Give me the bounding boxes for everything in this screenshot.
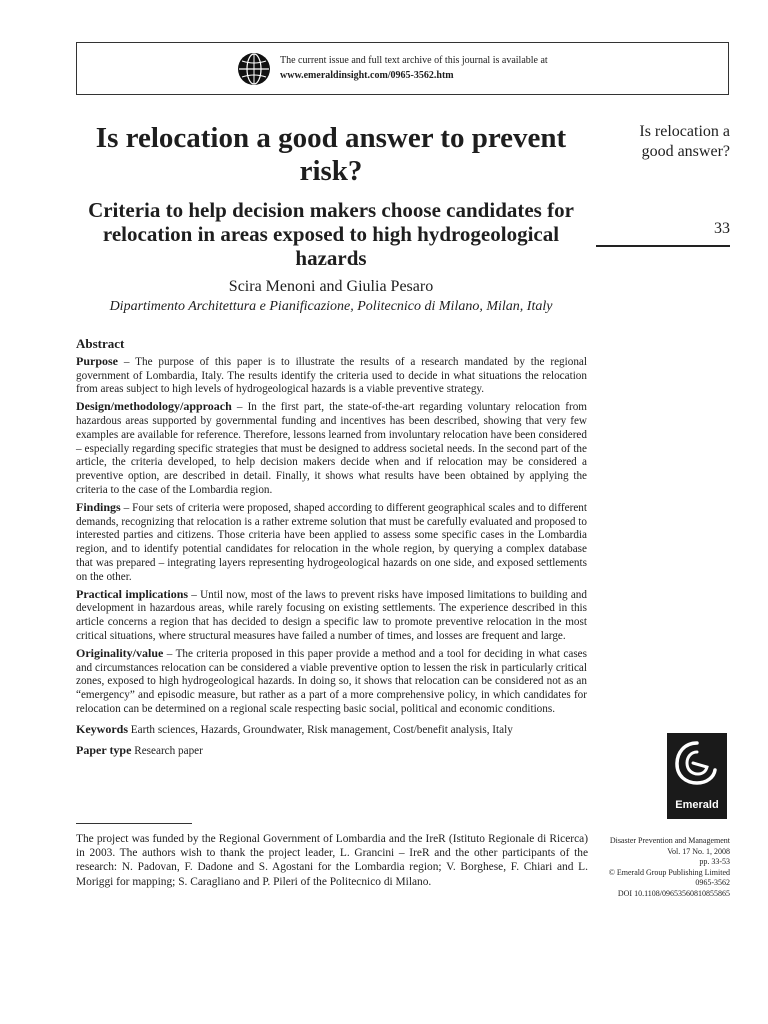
section-text: – Until now, most of the laws to prevent risks have imposed limitations to building and development in hazardous areas, while rarely focusing on existing settlements. The experience described in this article concerns a region that has decided to design a specific law to promote preventive relocation in the most critical situations, where structural measures have failed a number of times, and losses are frequent and large.: [76, 588, 587, 642]
journal-name: Disaster Prevention and Management: [609, 836, 730, 845]
authors: Scira Menoni and Giulia Pesaro: [228, 278, 434, 295]
journal-copyright: © Emerald Group Publishing Limited: [608, 867, 730, 877]
paper-subtitle: Criteria to help decision makers choose candidates for relocation in areas exposed to high hydrogeological hazards: [88, 198, 574, 270]
footnote: The project was funded by the Regional Government of Lombardia and the IreR (Istituto Regionale di Ricerca) in 2003. The authors wish to thank the project leader, L. Grancini – IreR and the other participants of the research: N. Padovan, F. Dadone and S. Agostani for the Lombardia region; V. Borghese, F. Chiari and L. Moriggi for mapping; S. Caragliano and P. Pileri of the Politecnico di Milano.: [76, 833, 588, 888]
logo-text: Emerald: [675, 799, 719, 811]
section-text: – In the first part, the state-of-the-art regarding voluntary relocation from hazardous areas supported by governmental funding and incentives has been described, showing that very few examples are available for reference. Therefore, lessons learned from involuntary relocation have been considered – especially regarding specific strategies that must be designed to address societal needs. In the second part of the article, the criteria developed, to help decision makers decide when and if relocation may be considered a preventive option, are described in detail. Finally, it shows what results have been obtained by applying the criteria to the case of the Lombardia region.: [76, 401, 587, 496]
running-title-line: good answer?: [641, 143, 730, 160]
footnote-rule: [76, 823, 192, 824]
keywords-label: Keywords: [76, 721, 128, 736]
emerald-swirl-icon: [667, 733, 727, 797]
abstract-heading: Abstract: [76, 336, 125, 351]
section-label: Findings: [76, 499, 121, 514]
affiliation: Dipartimento Architettura e Pianificazione, Politecnico di Milano, Milan, Italy: [109, 299, 553, 314]
running-title-line: Is relocation a: [639, 123, 730, 140]
journal-volume: Vol. 17 No. 1, 2008: [667, 846, 730, 856]
section-label: Originality/value: [76, 645, 164, 660]
journal-pages: pp. 33-53: [699, 857, 730, 867]
journal-notice-box: [76, 42, 729, 95]
paper-type-label: Paper type: [76, 742, 132, 757]
globe-icon: [237, 52, 271, 86]
section-text: – Four sets of criteria were proposed, shaped according to different geographical scales and to different demands, recognizing that relocation is a rather extreme solution that must be carefully evaluated and proposed to interested parties and citizens. Those criteria have been applied to assess some specific cases in the Lombardia region, and to identify potential candidates for relocation in the whole region, by querying a complex database that was prepared – integrating layers representing hydrogeological hazards on one side, and exposed settlements on the other.: [76, 501, 587, 583]
notice-text: [280, 53, 548, 83]
paper-type-text: Research paper: [131, 744, 203, 757]
keywords-text: Earth sciences, Hazards, Groundwater, Risk management, Cost/benefit analysis, Italy: [128, 723, 513, 736]
abstract-practical: [76, 588, 587, 644]
section-label: Design/methodology/approach: [76, 399, 232, 414]
journal-doi: DOI 10.1108/09653560810855865: [617, 888, 730, 898]
page-number: 33: [714, 220, 730, 237]
keywords: [76, 723, 587, 738]
abstract-findings: [76, 501, 587, 585]
abstract-design: [76, 400, 587, 498]
paper-title: Is relocation a good answer to prevent risk?: [95, 122, 567, 187]
abstract-originality: [76, 647, 587, 717]
section-label: Practical implications: [76, 586, 189, 601]
notice-line: The current issue and full text archive of this journal is available at: [280, 55, 548, 66]
paper-type: [76, 744, 587, 759]
journal-url-link[interactable]: www.emeraldinsight.com/0965-3562.htm: [280, 70, 454, 81]
section-text: – The purpose of this paper is to illustrate the results of a research mandated by the regional government of Lombardia, Italy. The results identify the criteria used to decide in what situations the relocation from areas subject to high levels of hydrogeological hazards is a viable preventive strategy.: [76, 355, 587, 396]
abstract-purpose: [76, 355, 587, 397]
running-title: [580, 122, 730, 162]
emerald-logo: [667, 733, 727, 819]
page-number-rule: [596, 245, 730, 247]
abstract: [76, 337, 587, 761]
journal-issn: 0965-3562: [695, 878, 730, 888]
journal-info: [550, 836, 730, 900]
section-label: Purpose: [76, 353, 118, 368]
section-text: – The criteria proposed in this paper provide a method and a tool for deciding in what cases and circumstances relocation can be considered a viable preventive option to lessen the risk in particularly critical zones, exposed to high hydrogeological hazards. In doing so, it shows that relocation can be considered not as an “emergency” and episodic measure, but rather as a part of a more comprehensive policy, in which candidates for relocation can be determined on a regional scale respecting basic social, political and economic conditions.: [76, 647, 587, 715]
